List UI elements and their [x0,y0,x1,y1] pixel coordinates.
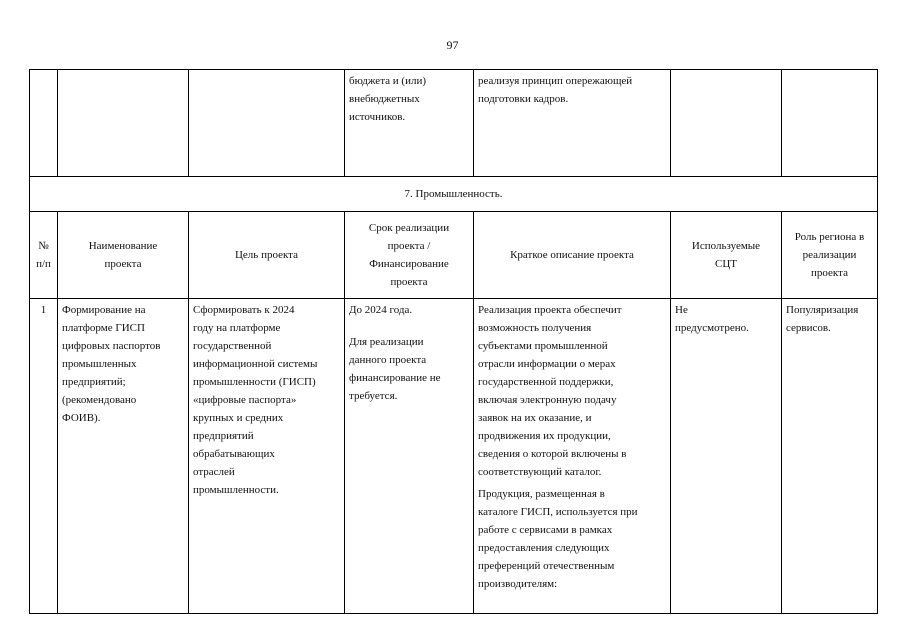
header-sct-line: Используемые [691,240,761,252]
row-role-line: Популяризация [786,304,859,316]
cont-description-line: подготовки кадров. [478,93,569,105]
header-sct [671,212,782,299]
row-description-line: включая электронную подачу [478,394,617,406]
row-description-line: каталоге ГИСП, используется при [478,506,638,518]
table-row [30,299,878,614]
row-goal-line: Сформировать к 2024 [193,304,295,316]
cont-cell-description [474,70,671,177]
header-term-line: Финансирование [369,258,449,270]
row-name [58,299,189,614]
cont-financing-line: внебюджетных [349,93,420,105]
row-name-line: (рекомендовано [62,394,137,406]
row-description-line: государственной поддержки, [478,376,614,388]
row-financing-line: финансирование не [349,372,441,384]
row-description-line: предоставления следующих [478,542,610,554]
cont-cell-role [782,70,878,177]
row-goal-line: промышленности. [193,484,279,496]
row-financing-line: требуется. [349,390,398,402]
row-name-line: предприятий; [62,376,126,388]
header-name-line: Наименование [88,240,158,252]
row-description-line: субъектами промышленной [478,340,608,352]
header-number-line: п/п [36,258,51,270]
header-term [345,212,474,299]
header-role [782,212,878,299]
header-description-line: Краткое описание проекта [510,249,634,261]
row-name-line: цифровых паспортов [62,340,161,352]
row-description-line: продвижения их продукции, [478,430,611,442]
row-sct-line: Не [675,304,688,316]
row-name-line: промышленных [62,358,137,370]
row-description [474,299,671,614]
header-name [58,212,189,299]
section-row [30,177,878,212]
row-description-line: Реализация проекта обеспечит [478,304,622,316]
row-goal-line: «цифровые паспорта» [193,394,297,406]
header-name-line: проекта [104,258,142,270]
header-role-line: проекта [811,267,848,279]
header-term-line: проекта / [387,240,431,252]
header-sct-line: СЦТ [715,258,737,270]
row-description-line: заявок на их оказание, и [478,412,592,424]
header-number-line: № [38,240,49,252]
header-row [30,212,878,299]
row-goal-line: обрабатывающих [193,448,275,460]
row-description-line: производителям: [478,578,558,590]
header-term-line: проекта [390,276,428,288]
cont-financing-line: бюджета и (или) [349,75,426,87]
row-number: 1 [30,299,58,614]
cont-cell-sct [671,70,782,177]
header-description [474,212,671,299]
header-goal [189,212,345,299]
cont-cell-financing [345,70,474,177]
cont-cell-name [58,70,189,177]
header-goal-line: Цель проекта [234,249,298,261]
row-description-line: сведения о которой включены в [478,448,627,460]
page-number: 97 [446,38,459,52]
cont-description-line: реализуя принцип опережающей [478,75,633,87]
cont-cell-number [30,70,58,177]
row-goal-line: предприятий [193,430,254,442]
row-sct-line: предусмотрено. [675,322,749,334]
row-goal [189,299,345,614]
row-goal-line: отраслей [193,466,235,478]
header-term-line: Срок реализации [368,222,450,234]
row-role [782,299,878,614]
cont-financing-line: источников. [349,111,406,123]
row-description-line: работе с сервисами в рамках [478,524,613,536]
row-description-line: Продукция, размещенная в [478,488,605,500]
row-goal-line: году на платформе [193,322,281,334]
row-term [345,299,474,614]
row-sct [671,299,782,614]
row-role-line: сервисов. [786,322,831,334]
paragraph-gap [349,319,469,333]
row-description-line: отрасли информации о мерах [478,358,616,370]
header-role-line: реализации [802,249,857,261]
row-name-line: платформе ГИСП [62,322,145,334]
row-financing-line: Для реализации [349,336,424,348]
row-description-line: возможность получения [478,322,592,334]
row-goal-line: крупных и средних [193,412,284,424]
row-goal-line: государственной [193,340,272,352]
row-description-line: преференций отечественным [478,560,615,572]
row-name-line: ФОИВ). [62,412,101,424]
row-name-line: Формирование на [62,304,146,316]
section-title: 7. Промышленность. [30,177,878,212]
row-description-line: соответствующий каталог. [478,466,602,478]
row-term-line: До 2024 года. [349,304,413,316]
header-number [30,212,58,299]
row-goal-line: промышленности (ГИСП) [193,376,316,388]
projects-table [29,69,878,614]
header-role-line: Роль региона в [794,231,865,243]
cont-cell-goal [189,70,345,177]
row-goal-line: информационной системы [193,358,318,370]
continuation-row [30,70,878,177]
row-financing-line: данного проекта [349,354,427,366]
